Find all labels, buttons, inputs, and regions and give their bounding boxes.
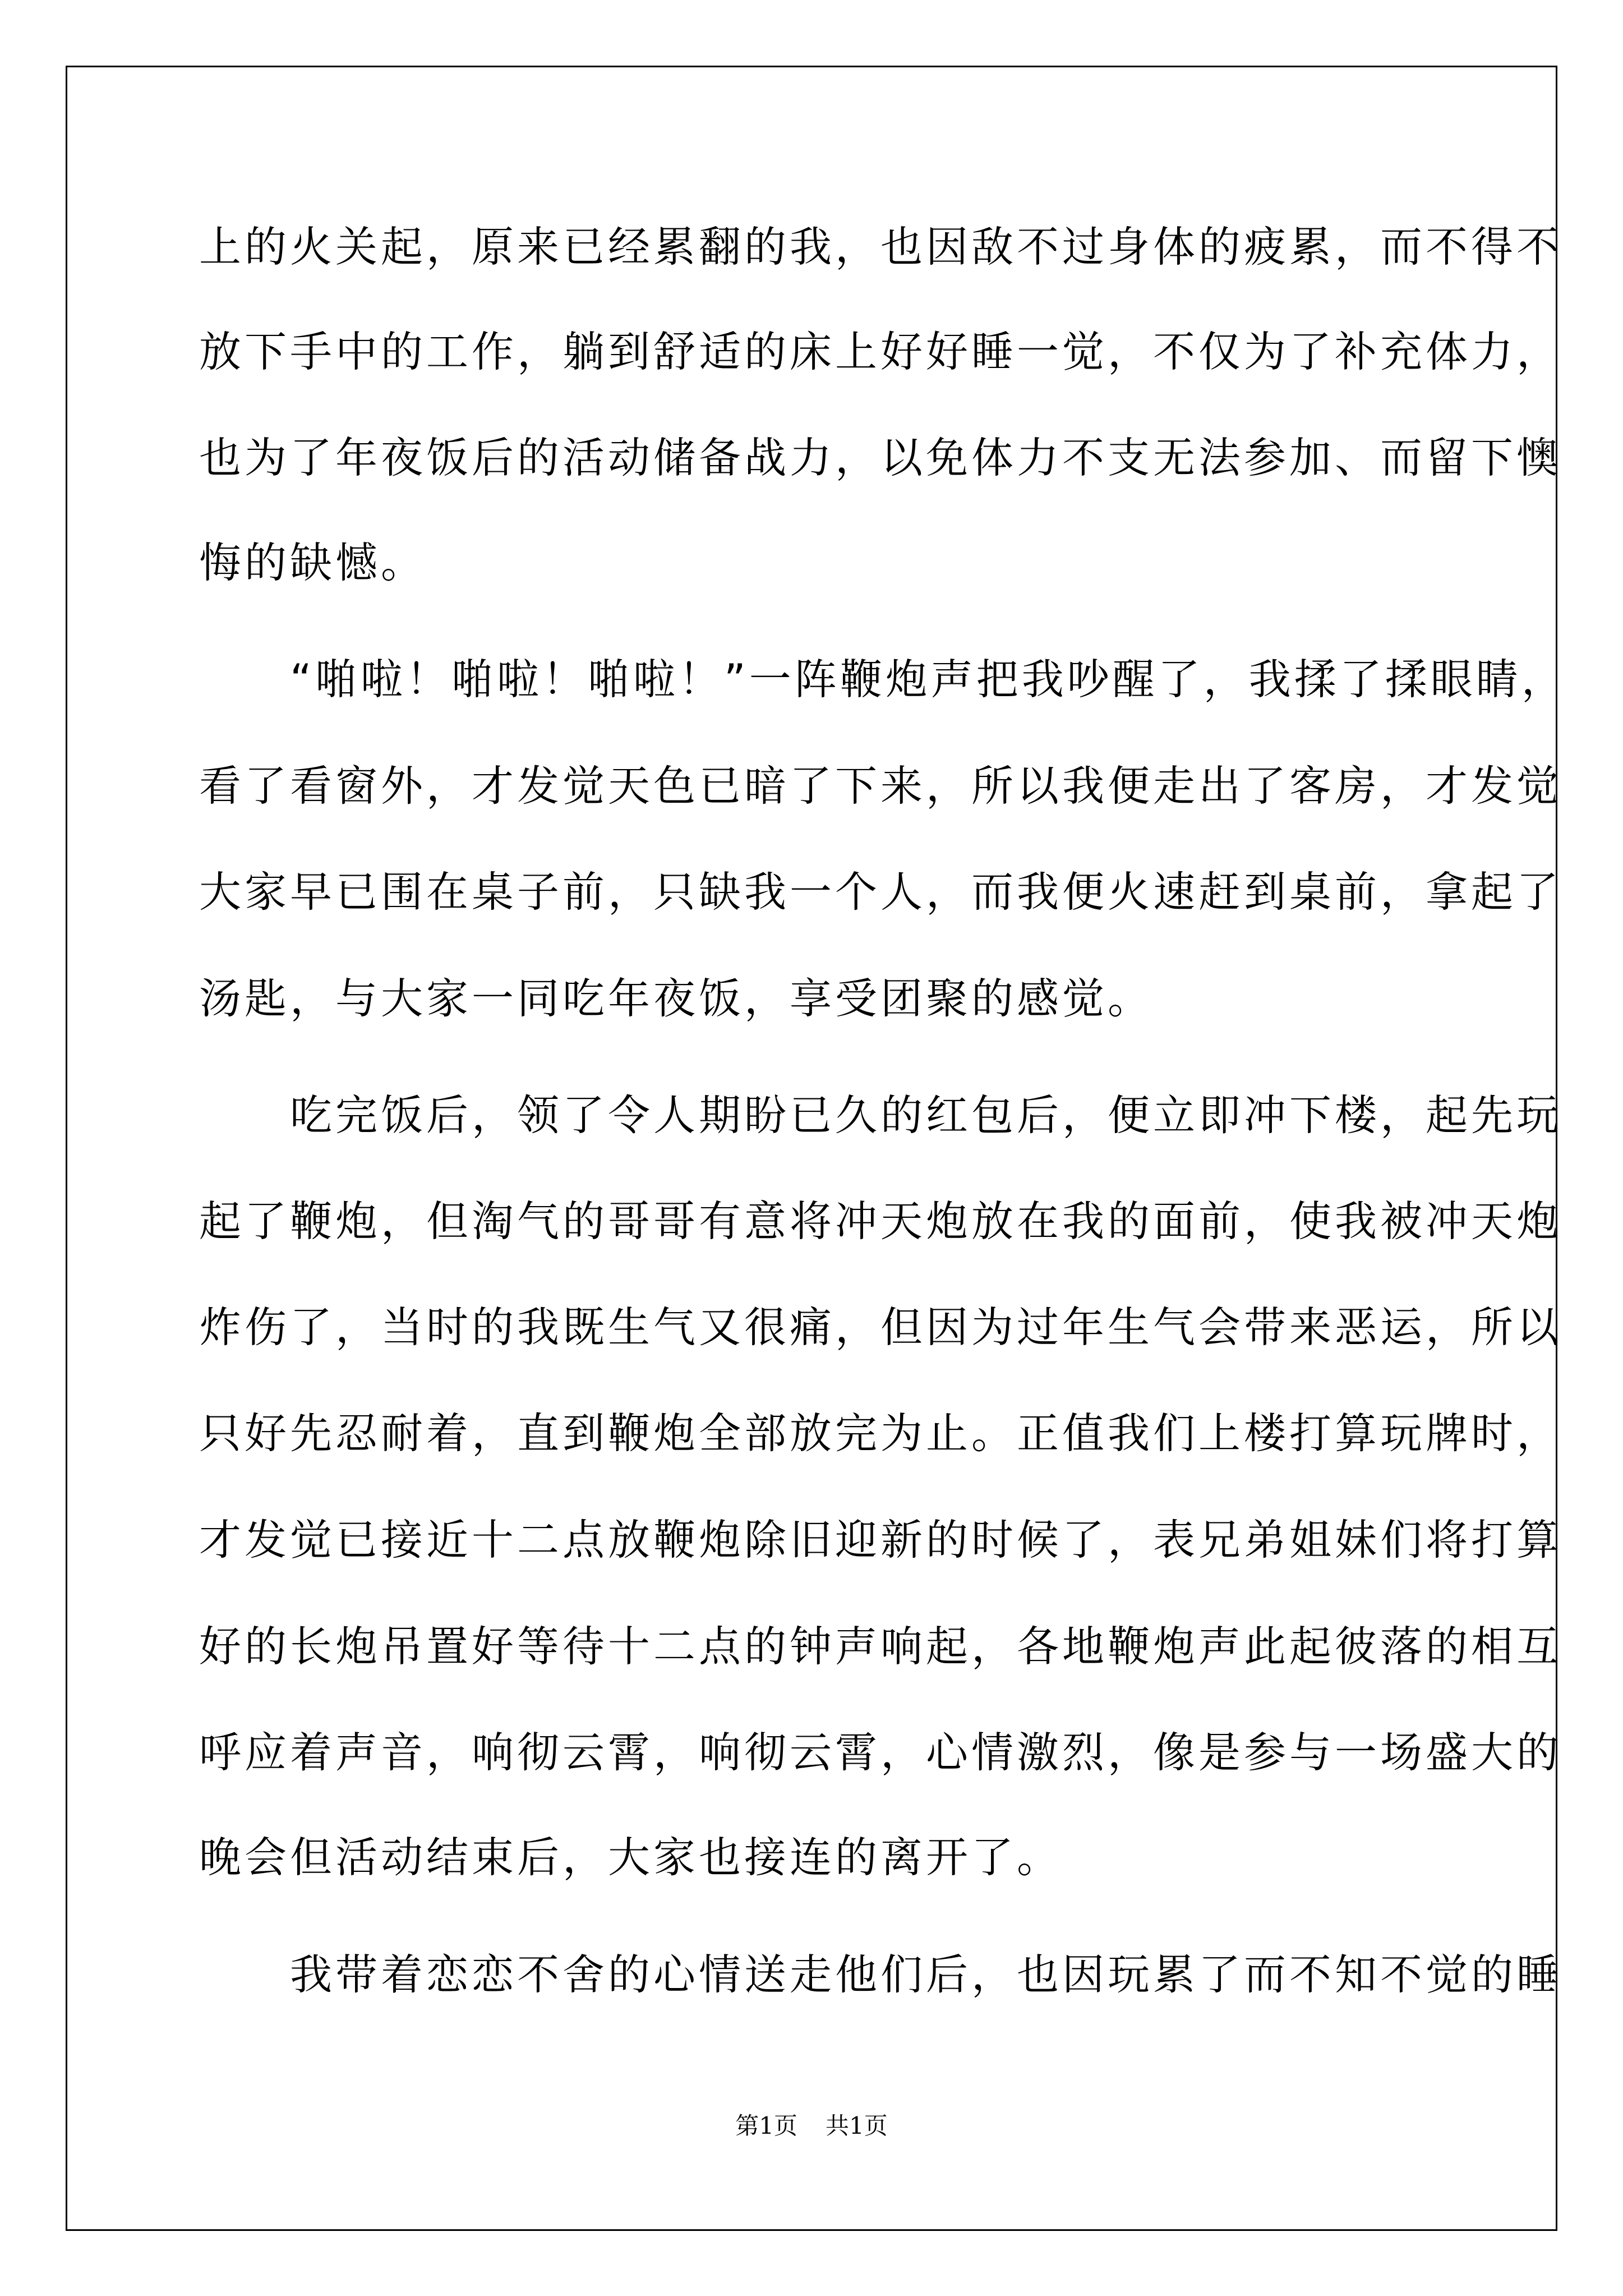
page-footer: [0, 2109, 1623, 2143]
text-line: 我带着恋恋不舍的心情送走他们后，也因玩累了而不知不觉的睡: [199, 1950, 1562, 1999]
text-line: 上的火关起，原来已经累翻的我，也因敌不过身体的疲累，而不得不: [199, 222, 1562, 272]
text-line: 放下手中的工作，躺到舒适的床上好好睡一觉，不仅为了补充体力，: [199, 327, 1562, 376]
text-line: 晚会但活动结束后，大家也接连的离开了。: [199, 1833, 1063, 1882]
page-total: 共1页: [826, 2112, 888, 2139]
text-line: 炸伤了，当时的我既生气又很痛，但因为过年生气会带来恶运，所以: [199, 1303, 1562, 1352]
text-line: 才发觉已接近十二点放鞭炮除旧迎新的时候了，表兄弟姐妹们将打算: [199, 1515, 1562, 1565]
text-line: 好的长炮吊置好等待十二点的钟声响起，各地鞭炮声此起彼落的相互: [199, 1622, 1562, 1671]
text-line: 吃完饭后，领了令人期盼已久的红包后，便立即冲下楼，起先玩: [199, 1091, 1562, 1140]
text-line: 呼应着声音，响彻云霄，响彻云霄，心情激烈，像是参与一场盛大的: [199, 1728, 1562, 1777]
text-line: 起了鞭炮，但淘气的哥哥有意将冲天炮放在我的面前，使我被冲天炮: [199, 1197, 1562, 1246]
text-line: 看了看窗外，才发觉天色已暗了下来，所以我便走出了客房，才发觉: [199, 761, 1562, 811]
text-line: 大家早已围在桌子前，只缺我一个人，而我便火速赶到桌前，拿起了: [199, 867, 1562, 917]
text-line: “啪啦！啪啦！啪啦！”一阵鞭炮声把我吵醒了，我揉了揉眼睛，: [199, 655, 1567, 704]
text-line: 悔的缺憾。: [199, 538, 427, 587]
text-line: 也为了年夜饭后的活动储备战力，以免体力不支无法参加、而留下懊: [199, 433, 1562, 482]
text-line: 只好先忍耐着，直到鞭炮全部放完为止。正值我们上楼打算玩牌时，: [199, 1409, 1562, 1458]
page-border: [66, 66, 1557, 2231]
page-number: 第1页: [735, 2112, 797, 2139]
text-line: 汤匙，与大家一同吃年夜饭，享受团聚的感觉。: [199, 974, 1154, 1023]
